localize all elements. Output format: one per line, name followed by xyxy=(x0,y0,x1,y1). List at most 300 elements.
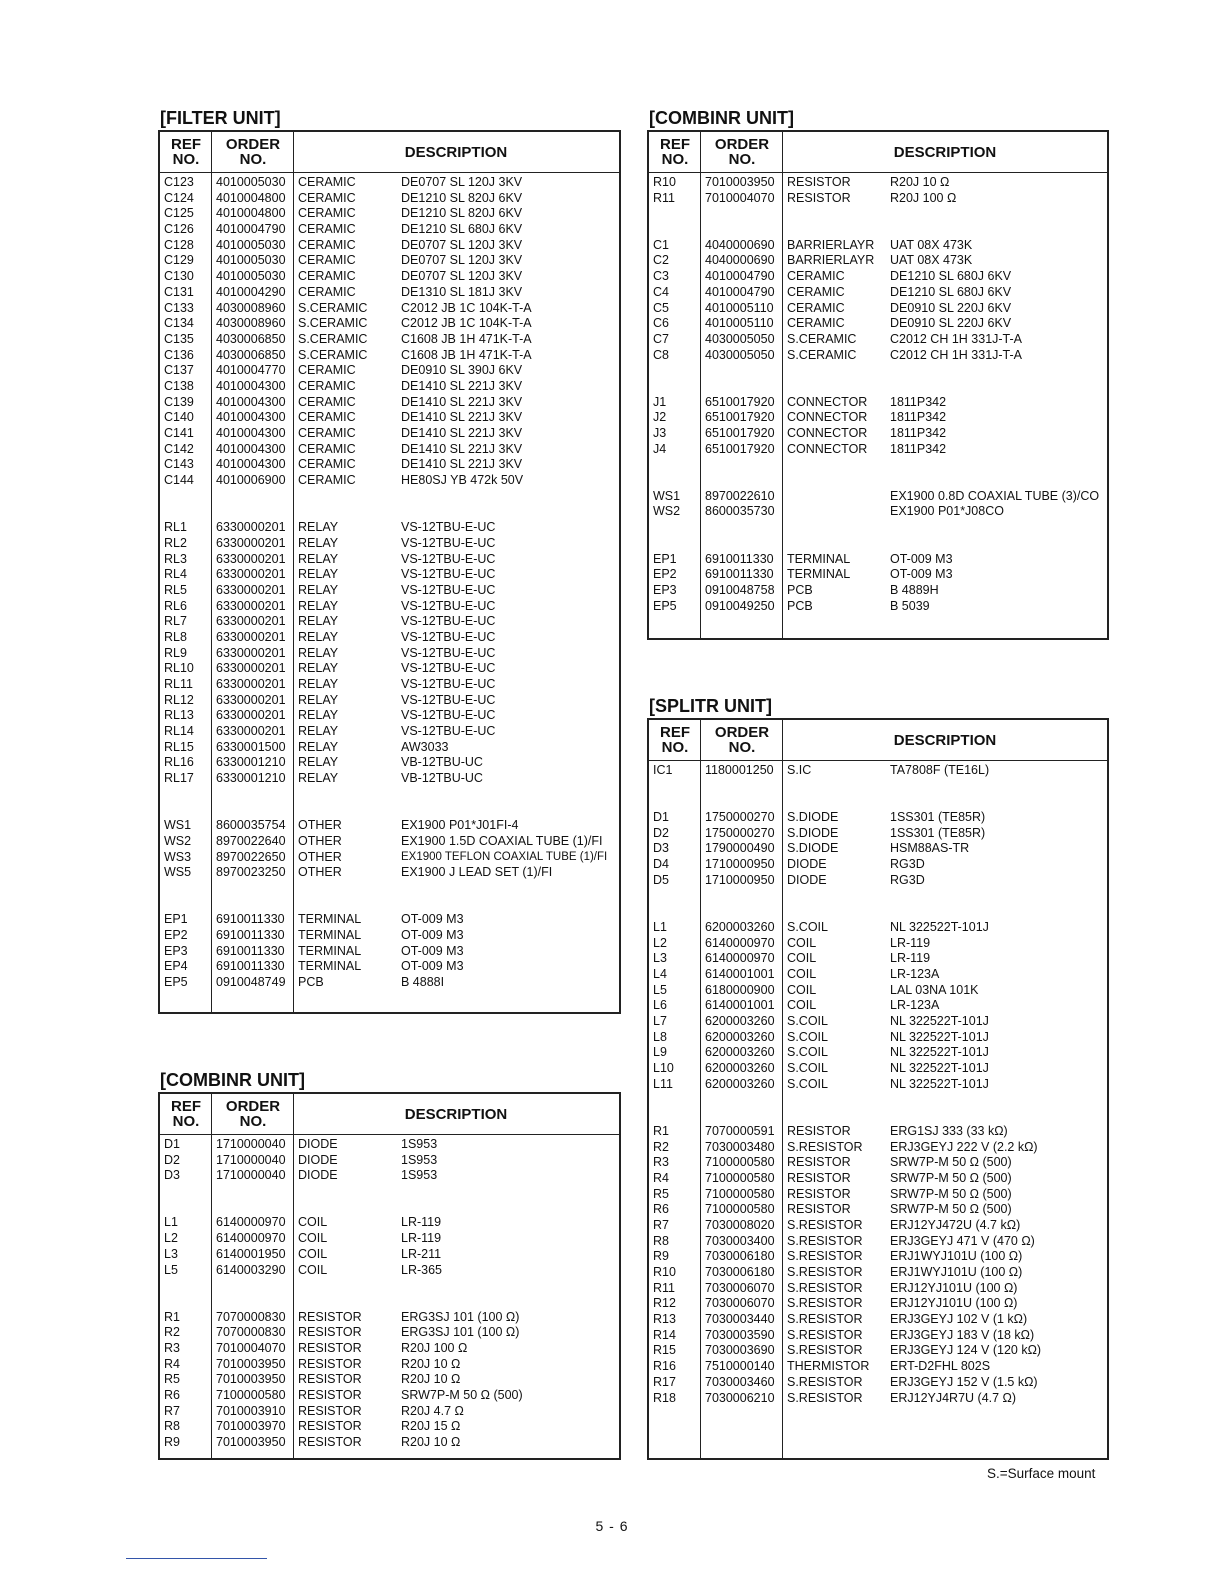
table-row xyxy=(649,473,1107,489)
ref-no-cell: R1 xyxy=(653,1123,669,1138)
part-type-cell: RESISTOR xyxy=(787,1202,851,1217)
part-description-cell: 1S953 xyxy=(401,1168,438,1183)
combinr-unit-left-section xyxy=(158,1068,621,1460)
ref-no-cell: D2 xyxy=(653,825,669,840)
ref-no-cell: L1 xyxy=(164,1215,178,1230)
part-type-cell: COIL xyxy=(298,1262,328,1277)
ref-no-cell: R2 xyxy=(164,1325,180,1340)
ref-no-cell: L8 xyxy=(653,1029,667,1044)
part-description-cell: R20J 100 Ω xyxy=(890,190,957,205)
table-row xyxy=(649,269,1107,285)
part-type-cell: CERAMIC xyxy=(298,473,356,488)
table-row xyxy=(649,191,1107,207)
ref-no-cell: L5 xyxy=(164,1262,178,1277)
table-row xyxy=(649,1312,1107,1328)
ref-no-cell: C129 xyxy=(164,253,194,268)
ref-no-cell: R4 xyxy=(653,1170,669,1185)
table-row xyxy=(160,1168,619,1184)
ref-no-cell: R15 xyxy=(653,1343,676,1358)
table-row xyxy=(649,206,1107,222)
table-row xyxy=(649,1202,1107,1218)
table-row xyxy=(160,520,619,536)
table-row xyxy=(649,889,1107,905)
part-type-cell: S.COIL xyxy=(787,1076,828,1091)
order-no-cell: 1180001250 xyxy=(705,763,774,777)
part-type-cell: S.CERAMIC xyxy=(787,347,857,362)
part-description-cell: ERG3SJ 101 (100 Ω) xyxy=(401,1325,520,1340)
order-no-cell: 6330000201 xyxy=(216,520,286,535)
part-description-cell: DE1210 SL 680J 6KV xyxy=(890,269,1012,284)
table-row xyxy=(160,1325,619,1341)
ref-no-cell: RL11 xyxy=(164,677,193,691)
part-type-cell: DIODE xyxy=(298,1168,338,1183)
table-row xyxy=(649,395,1107,411)
order-no-cell: 6140001001 xyxy=(705,998,775,1013)
order-no-cell: 4040000690 xyxy=(705,253,775,268)
table-row xyxy=(649,363,1107,379)
ref-no-cell: RL15 xyxy=(164,739,194,754)
ref-no-cell: C137 xyxy=(164,363,194,378)
part-description-cell: VS-12TBU-E-UC xyxy=(401,724,496,739)
part-description-cell: VS-12TBU-E-UC xyxy=(401,582,496,597)
table-row xyxy=(160,285,619,301)
part-type-cell: COIL xyxy=(787,998,817,1013)
part-type-cell: RESISTOR xyxy=(298,1419,362,1434)
combinr-unit-right-section xyxy=(647,106,1109,640)
table-row xyxy=(649,1030,1107,1046)
table-row xyxy=(649,826,1107,842)
table-row xyxy=(160,1294,619,1310)
part-type-cell: CERAMIC xyxy=(298,457,356,472)
part-description-cell: C2012 JB 1C 104K-T-A xyxy=(401,316,532,331)
part-description-cell: LR-119 xyxy=(401,1215,442,1230)
part-description-cell: DE1310 SL 181J 3KV xyxy=(401,284,523,299)
table-row xyxy=(160,724,619,740)
ref-no-cell: C126 xyxy=(164,222,194,237)
part-description-cell: NL 322522T-101J xyxy=(890,1029,989,1044)
part-type-cell: PCB xyxy=(787,598,813,613)
table-row xyxy=(160,1341,619,1357)
table-row xyxy=(649,567,1107,583)
table-row xyxy=(160,583,619,599)
ref-no-cell: R17 xyxy=(653,1374,676,1389)
part-type-cell: CERAMIC xyxy=(298,426,356,440)
part-description-cell: VB-12TBU-UC xyxy=(401,771,483,786)
part-type-cell: RELAY xyxy=(298,708,339,723)
table-row xyxy=(160,301,619,317)
order-no-cell: 7030003590 xyxy=(705,1327,775,1342)
table-row xyxy=(160,1419,619,1435)
order-no-cell: 4030006850 xyxy=(216,347,286,362)
table-row xyxy=(160,912,619,928)
part-type-cell: OTHER xyxy=(298,849,342,864)
order-no-cell: 6910011330 xyxy=(216,959,285,974)
order-no-cell: 6200003260 xyxy=(705,1076,775,1091)
table-row xyxy=(649,951,1107,967)
part-description-cell: VS-12TBU-E-UC xyxy=(401,614,496,629)
table-row xyxy=(160,1137,619,1153)
part-description-cell: LR-119 xyxy=(401,1231,442,1246)
ref-no-cell: RL2 xyxy=(164,535,187,550)
part-type-cell: S.RESISTOR xyxy=(787,1343,863,1358)
part-type-cell: CONNECTOR xyxy=(787,410,868,425)
table-row xyxy=(160,787,619,803)
part-type-cell: RELAY xyxy=(298,724,339,739)
order-no-cell: 6140001001 xyxy=(705,966,775,981)
description-header: DESCRIPTION xyxy=(404,143,508,161)
part-type-cell: COIL xyxy=(298,1246,328,1261)
table-row xyxy=(649,238,1107,254)
part-description-cell: DE0707 SL 120J 3KV xyxy=(401,175,523,189)
order-no-cell: 6330001210 xyxy=(216,755,286,770)
order-no-cell: 4010004300 xyxy=(216,410,286,425)
ref-no-cell: R4 xyxy=(164,1356,180,1371)
table-row xyxy=(160,818,619,834)
table-row xyxy=(649,1140,1107,1156)
table-row xyxy=(649,763,1107,779)
part-description-cell: SRW7P-M 50 Ω (500) xyxy=(890,1155,1012,1170)
order-no-cell: 1710000040 xyxy=(216,1137,286,1151)
ref-no-cell: L7 xyxy=(653,1014,667,1028)
order-no-cell: 7010003970 xyxy=(216,1419,286,1434)
order-no-cell: 1710000040 xyxy=(216,1152,286,1167)
order-no-cell: 7030006180 xyxy=(705,1265,775,1279)
table-row xyxy=(160,1215,619,1231)
combinr-unit-right-title: [COMBINR UNIT] xyxy=(649,108,794,128)
ref-no-cell: R3 xyxy=(653,1155,669,1170)
ref-no-cell: R12 xyxy=(653,1296,676,1311)
order-no-cell: 8600035754 xyxy=(216,818,286,833)
part-description-cell: VS-12TBU-E-UC xyxy=(401,677,496,691)
ref-no-cell: C141 xyxy=(164,426,194,440)
table-row xyxy=(649,348,1107,364)
order-no-header: ORDER NO. xyxy=(225,136,281,168)
part-type-cell: RELAY xyxy=(298,677,339,691)
part-type-cell: TERMINAL xyxy=(298,928,362,942)
part-description-cell: DE1410 SL 221J 3KV xyxy=(401,394,523,409)
ref-no-cell: L2 xyxy=(164,1231,178,1246)
part-description-cell: SRW7P-M 50 Ω (500) xyxy=(890,1202,1012,1217)
ref-no-cell: EP2 xyxy=(653,567,677,582)
table-row xyxy=(160,1231,619,1247)
table-row xyxy=(160,944,619,960)
part-type-cell: S.CERAMIC xyxy=(298,347,368,362)
order-no-cell: 6910011330 xyxy=(705,567,774,582)
table-row xyxy=(160,567,619,583)
part-description-cell: LR-211 xyxy=(401,1246,442,1261)
part-description-cell: VS-12TBU-E-UC xyxy=(401,661,496,676)
part-type-cell: S.RESISTOR xyxy=(787,1217,863,1232)
part-description-cell: NL 322522T-101J xyxy=(890,1076,989,1091)
ref-no-cell: WS1 xyxy=(164,818,192,833)
part-description-cell: ERJ3GEYJ 124 V (120 kΩ) xyxy=(890,1343,1042,1358)
table-row xyxy=(160,677,619,693)
table-row xyxy=(160,206,619,222)
part-type-cell: COIL xyxy=(298,1231,328,1246)
part-type-cell: BARRIERLAYR xyxy=(787,237,875,252)
table-row xyxy=(649,779,1107,795)
part-type-cell: S.COIL xyxy=(787,1045,828,1060)
part-type-cell: COIL xyxy=(787,982,817,997)
order-no-cell: 4010004300 xyxy=(216,394,286,409)
order-no-cell: 8970023250 xyxy=(216,865,286,880)
part-type-cell: CERAMIC xyxy=(298,206,356,221)
part-description-cell: SRW7P-M 50 Ω (500) xyxy=(890,1170,1012,1185)
table-header xyxy=(160,1094,619,1135)
ref-no-cell: C124 xyxy=(164,190,194,205)
table-row xyxy=(160,1388,619,1404)
part-description-cell: 1811P342 xyxy=(890,394,947,409)
table-row xyxy=(160,457,619,473)
ref-no-cell: EP3 xyxy=(164,943,188,958)
order-no-cell: 6910011330 xyxy=(216,943,285,958)
order-no-cell: 6200003260 xyxy=(705,919,775,934)
table-row xyxy=(649,1014,1107,1030)
part-type-cell: CERAMIC xyxy=(298,441,356,456)
description-header: DESCRIPTION xyxy=(404,1105,508,1123)
order-no-cell: 6330000201 xyxy=(216,629,286,644)
part-description-cell: HE80SJ YB 472k 50V xyxy=(401,473,524,488)
part-description-cell: C2012 CH 1H 331J-T-A xyxy=(890,347,1023,362)
part-type-cell: S.DIODE xyxy=(787,825,839,840)
ref-no-cell: J4 xyxy=(653,441,667,456)
part-type-cell: S.COIL xyxy=(787,1061,828,1076)
part-description-cell: C1608 JB 1H 471K-T-A xyxy=(401,331,532,346)
part-type-cell: RESISTOR xyxy=(787,1170,851,1185)
table-row xyxy=(160,708,619,724)
order-no-cell: 6510017920 xyxy=(705,394,775,409)
part-description-cell: R20J 10 Ω xyxy=(401,1372,461,1387)
order-no-cell: 7030003400 xyxy=(705,1233,775,1248)
table-row xyxy=(160,1153,619,1169)
table-row xyxy=(649,920,1107,936)
order-no-cell: 8600035730 xyxy=(705,504,775,519)
table-row xyxy=(649,1045,1107,1061)
order-no-cell: 6200003260 xyxy=(705,1029,775,1044)
ref-no-cell: C5 xyxy=(653,300,669,315)
order-no-cell: 7010003950 xyxy=(216,1372,286,1387)
order-no-cell: 7070000830 xyxy=(216,1309,286,1324)
part-description-cell: ERJ12YJ472U (4.7 kΩ) xyxy=(890,1217,1021,1232)
table-row xyxy=(160,850,619,866)
part-type-cell: S.RESISTOR xyxy=(787,1139,863,1154)
ref-no-cell: R18 xyxy=(653,1390,676,1405)
table-row xyxy=(160,1247,619,1263)
ref-no-cell: C139 xyxy=(164,394,194,409)
part-description-cell: 1811P342 xyxy=(890,441,947,456)
part-description-cell: OT-009 M3 xyxy=(401,928,464,942)
part-description-cell: DE1410 SL 221J 3KV xyxy=(401,378,523,393)
table-row xyxy=(649,983,1107,999)
part-description-cell: ERG3SJ 101 (100 Ω) xyxy=(401,1309,520,1324)
table-row xyxy=(649,810,1107,826)
ref-no-cell: L5 xyxy=(653,982,667,997)
table-row xyxy=(649,1187,1107,1203)
filter-unit-section xyxy=(158,106,621,1014)
filter-unit-title: [FILTER UNIT] xyxy=(160,108,281,128)
part-description-cell: UAT 08X 473K xyxy=(890,237,973,252)
part-description-cell: ERG1SJ 333 (33 kΩ) xyxy=(890,1123,1008,1138)
part-type-cell: CERAMIC xyxy=(787,300,845,315)
ref-no-cell: C125 xyxy=(164,206,194,221)
order-no-cell: 6330000201 xyxy=(216,692,286,707)
part-type-cell: DIODE xyxy=(787,857,827,872)
part-description-cell: LR-365 xyxy=(401,1262,442,1277)
ref-no-cell: RL3 xyxy=(164,551,187,566)
ref-no-cell: EP1 xyxy=(164,912,188,927)
ref-no-cell: R10 xyxy=(653,1265,676,1279)
description-header: DESCRIPTION xyxy=(893,731,997,749)
part-type-cell: CERAMIC xyxy=(298,190,356,205)
part-type-cell: RESISTOR xyxy=(298,1325,362,1340)
order-no-cell: 7100000580 xyxy=(705,1202,775,1217)
ref-no-cell: D4 xyxy=(653,857,669,872)
table-row xyxy=(160,222,619,238)
order-no-cell: 7100000580 xyxy=(705,1170,775,1185)
table-row xyxy=(160,1200,619,1216)
order-no-cell: 7100000580 xyxy=(705,1186,775,1201)
part-description-cell: B 4889H xyxy=(890,582,939,597)
part-type-cell: DIODE xyxy=(298,1137,338,1151)
order-no-cell: 4010004300 xyxy=(216,378,286,393)
part-type-cell: TERMINAL xyxy=(787,551,851,566)
part-type-cell: DIODE xyxy=(787,872,827,887)
part-description-cell: DE0910 SL 390J 6KV xyxy=(401,363,523,378)
part-type-cell: TERMINAL xyxy=(298,943,362,958)
table-row xyxy=(649,1234,1107,1250)
ref-no-cell: L10 xyxy=(653,1061,674,1076)
table-row xyxy=(160,1435,619,1451)
order-no-cell: 7030008020 xyxy=(705,1217,775,1232)
order-no-header: ORDER NO. xyxy=(714,724,770,756)
combinr-unit-right-table xyxy=(647,130,1109,640)
order-no-cell: 7070000591 xyxy=(705,1123,775,1138)
order-no-cell: 6510017920 xyxy=(705,441,775,456)
ref-no-cell: R9 xyxy=(653,1249,669,1264)
ref-no-cell: WS5 xyxy=(164,865,192,880)
part-description-cell: DE1210 SL 680J 6KV xyxy=(890,284,1012,299)
order-no-cell: 6910011330 xyxy=(705,551,774,566)
part-type-cell: CERAMIC xyxy=(298,410,356,425)
part-type-cell: OTHER xyxy=(298,818,342,833)
table-row xyxy=(649,1265,1107,1281)
table-row xyxy=(160,630,619,646)
ref-no-cell: RL9 xyxy=(164,645,187,660)
table-row xyxy=(649,1218,1107,1234)
part-description-cell: 1S953 xyxy=(401,1152,438,1167)
part-type-cell: S.RESISTOR xyxy=(787,1312,863,1327)
order-no-cell: 4010004800 xyxy=(216,206,286,221)
table-row xyxy=(160,269,619,285)
part-description-cell: DE1210 SL 820J 6KV xyxy=(401,206,523,221)
order-no-cell: 6140000970 xyxy=(705,951,775,966)
table-row xyxy=(649,442,1107,458)
table-row xyxy=(160,253,619,269)
part-type-cell: RELAY xyxy=(298,551,339,566)
ref-no-cell: D3 xyxy=(653,841,669,856)
part-type-cell: RESISTOR xyxy=(787,1155,851,1170)
order-no-cell: 7100000580 xyxy=(216,1388,286,1402)
part-type-cell: RESISTOR xyxy=(787,190,851,205)
table-row xyxy=(649,552,1107,568)
part-type-cell: RELAY xyxy=(298,598,339,613)
ref-no-cell: EP5 xyxy=(164,975,188,990)
part-type-cell: RELAY xyxy=(298,739,339,754)
order-no-cell: 6330001210 xyxy=(216,771,286,786)
part-description-cell: R20J 15 Ω xyxy=(401,1419,461,1434)
part-description-cell: R20J 4.7 Ω xyxy=(401,1403,464,1418)
table-row xyxy=(160,348,619,364)
part-description-cell: DE0910 SL 220J 6KV xyxy=(890,316,1012,331)
part-type-cell: RELAY xyxy=(298,567,339,582)
part-description-cell: RG3D xyxy=(890,872,925,887)
order-no-cell: 7010003950 xyxy=(216,1356,286,1371)
part-description-cell: 1811P342 xyxy=(890,426,947,440)
ref-no-cell: RL6 xyxy=(164,598,187,613)
order-no-cell: 6200003260 xyxy=(705,1014,775,1028)
part-type-cell: S.CERAMIC xyxy=(787,331,857,346)
order-no-cell: 4010004770 xyxy=(216,363,286,378)
part-type-cell: DIODE xyxy=(298,1152,338,1167)
table-row xyxy=(160,238,619,254)
order-no-cell: 8970022610 xyxy=(705,488,775,503)
ref-no-cell: EP1 xyxy=(653,551,677,566)
table-row xyxy=(160,1278,619,1294)
part-description-cell: DE1210 SL 680J 6KV xyxy=(401,222,523,237)
part-type-cell: RESISTOR xyxy=(787,175,851,189)
table-row xyxy=(160,395,619,411)
table-row xyxy=(649,285,1107,301)
ref-no-cell: C1 xyxy=(653,237,669,252)
combinr-unit-left-table xyxy=(158,1092,621,1460)
part-description-cell: R20J 10 Ω xyxy=(401,1435,461,1450)
part-type-cell: CERAMIC xyxy=(298,378,356,393)
part-description-cell: EX1900 J LEAD SET (1)/FI xyxy=(401,865,553,880)
ref-no-cell: RL4 xyxy=(164,567,187,582)
part-type-cell: PCB xyxy=(298,975,324,990)
order-no-cell: 4030006850 xyxy=(216,331,286,346)
part-type-cell: OTHER xyxy=(298,865,342,880)
ref-no-cell: L11 xyxy=(653,1076,673,1091)
order-no-cell: 6140000970 xyxy=(705,935,775,950)
table-row xyxy=(649,1077,1107,1093)
order-no-cell: 0910049250 xyxy=(705,598,775,613)
order-no-cell: 4010005110 xyxy=(705,316,774,331)
part-description-cell: EX1900 P01*J08CO xyxy=(890,504,1004,519)
order-no-cell: 4030005050 xyxy=(705,347,775,362)
ref-no-cell: C134 xyxy=(164,316,194,331)
part-type-cell: RESISTOR xyxy=(298,1309,362,1324)
order-no-cell: 4010004800 xyxy=(216,190,286,205)
part-description-cell: AW3033 xyxy=(401,739,449,754)
table-row xyxy=(160,191,619,207)
part-type-cell: THERMISTOR xyxy=(787,1359,870,1374)
part-type-cell: RELAY xyxy=(298,661,339,676)
order-no-cell: 4030008960 xyxy=(216,300,286,315)
part-description-cell: R20J 100 Ω xyxy=(401,1340,468,1355)
part-description-cell: VS-12TBU-E-UC xyxy=(401,645,496,660)
ref-no-cell: R16 xyxy=(653,1359,676,1374)
part-type-cell: S.DIODE xyxy=(787,810,839,825)
part-description-cell: UAT 08X 473K xyxy=(890,253,973,268)
table-row xyxy=(160,426,619,442)
table-row xyxy=(160,646,619,662)
ref-no-cell: EP2 xyxy=(164,928,188,942)
table-row xyxy=(649,1249,1107,1265)
order-no-cell: 7030003480 xyxy=(705,1139,775,1154)
order-no-cell: 6330000201 xyxy=(216,614,286,629)
table-row xyxy=(649,536,1107,552)
